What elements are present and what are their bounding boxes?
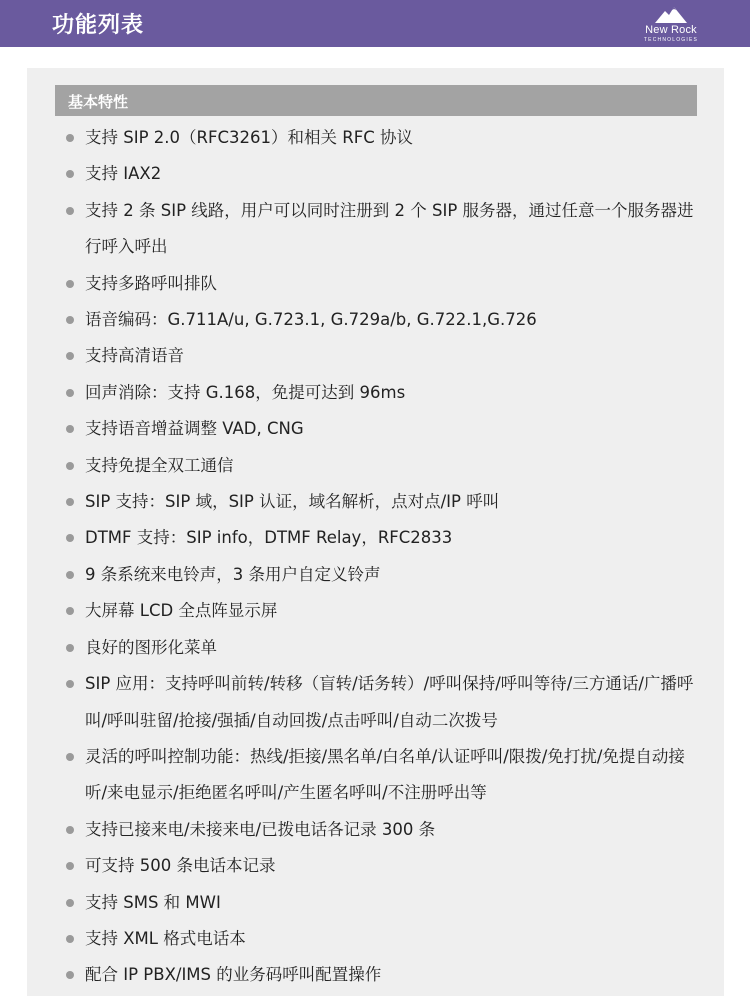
feature-text: 可支持 500 条电话本记录 xyxy=(85,856,276,876)
list-item xyxy=(27,338,724,374)
list-item xyxy=(27,193,724,266)
logo-subtitle: TECHNOLOGIES xyxy=(643,37,699,43)
bullet-icon xyxy=(66,862,74,870)
list-item xyxy=(27,739,724,812)
feature-text: 支持 IAX2 xyxy=(85,164,162,184)
features-panel xyxy=(27,68,724,996)
bullet-icon xyxy=(66,644,74,652)
feature-text: 支持多路呼叫排队 xyxy=(85,273,217,293)
list-item xyxy=(27,448,724,484)
page-header xyxy=(0,0,750,47)
bullet-icon xyxy=(66,826,74,834)
feature-text: 大屏幕 LCD 全点阵显示屏 xyxy=(85,601,278,621)
bullet-icon xyxy=(66,389,74,397)
feature-text: 支持 SMS 和 MWI xyxy=(85,892,221,912)
bullet-icon xyxy=(66,971,74,979)
feature-text: 支持已接来电/未接来电/已拨电话各记录 300 条 xyxy=(85,819,436,839)
list-item xyxy=(27,520,724,556)
feature-text: SIP 支持：SIP 域，SIP 认证，域名解析，点对点/IP 呼叫 xyxy=(85,492,500,512)
section-header xyxy=(55,85,697,116)
feature-text: DTMF 支持：SIP info，DTMF Relay，RFC2833 xyxy=(85,528,453,548)
list-item xyxy=(27,266,724,302)
list-item xyxy=(27,120,724,156)
list-item xyxy=(27,302,724,338)
bullet-icon xyxy=(66,425,74,433)
feature-text: 回声消除：支持 G.168，免提可达到 96ms xyxy=(85,382,406,402)
list-item xyxy=(27,484,724,520)
list-item xyxy=(27,812,724,848)
feature-list xyxy=(27,120,724,994)
feature-text: 灵活的呼叫控制功能：热线/拒接/黑名单/白名单/认证呼叫/限拨/免打扰/免提自动接听/来电显示/拒绝匿名呼叫/产生匿名呼叫/不注册呼出等 xyxy=(85,746,685,803)
feature-text: 支持免提全双工通信 xyxy=(85,455,234,475)
list-item xyxy=(27,156,724,192)
list-item xyxy=(27,557,724,593)
bullet-icon xyxy=(66,571,74,579)
feature-text: 支持 XML 格式电话本 xyxy=(85,928,246,948)
list-item xyxy=(27,411,724,447)
brand-logo xyxy=(627,6,717,44)
bullet-icon xyxy=(66,462,74,470)
list-item xyxy=(27,375,724,411)
mountain-logo-icon xyxy=(655,6,687,23)
bullet-icon xyxy=(66,607,74,615)
feature-text: 语音编码：G.711A/u, G.723.1, G.729a/b, G.722.1,G.726 xyxy=(85,310,537,330)
list-item xyxy=(27,957,724,993)
section-title: 基本特性 xyxy=(68,93,129,111)
feature-text: 配合 IP PBX/IMS 的业务码呼叫配置操作 xyxy=(85,965,382,985)
list-item xyxy=(27,921,724,957)
bullet-icon xyxy=(66,899,74,907)
bullet-icon xyxy=(66,280,74,288)
bullet-icon xyxy=(66,680,74,688)
feature-text: 支持语音增益调整 VAD, CNG xyxy=(85,419,304,439)
bullet-icon xyxy=(66,170,74,178)
bullet-icon xyxy=(66,534,74,542)
feature-text: 支持 2 条 SIP 线路，用户可以同时注册到 2 个 SIP 服务器，通过任意一个服务器进行呼入呼出 xyxy=(85,200,694,257)
bullet-icon xyxy=(66,935,74,943)
list-item xyxy=(27,593,724,629)
list-item xyxy=(27,848,724,884)
list-item xyxy=(27,630,724,666)
list-item xyxy=(27,885,724,921)
bullet-icon xyxy=(66,316,74,324)
list-item xyxy=(27,666,724,739)
feature-text: 9 条系统来电铃声，3 条用户自定义铃声 xyxy=(85,564,381,584)
feature-text: 支持 SIP 2.0（RFC3261）和相关 RFC 协议 xyxy=(85,128,413,147)
logo-name: New Rock xyxy=(645,24,697,36)
feature-text: 支持高清语音 xyxy=(85,346,184,366)
page-title: 功能列表 xyxy=(52,13,145,38)
bullet-icon xyxy=(66,207,74,215)
bullet-icon xyxy=(66,352,74,360)
feature-text: 良好的图形化菜单 xyxy=(85,637,217,657)
bullet-icon xyxy=(66,498,74,506)
feature-text: SIP 应用：支持呼叫前转/转移（盲转/话务转）/呼叫保持/呼叫等待/三方通话/广播呼叫/呼叫驻留/抢接/强插/自动回拨/点击呼叫/自动二次拨号 xyxy=(85,674,694,730)
bullet-icon xyxy=(66,134,74,142)
bullet-icon xyxy=(66,753,74,761)
